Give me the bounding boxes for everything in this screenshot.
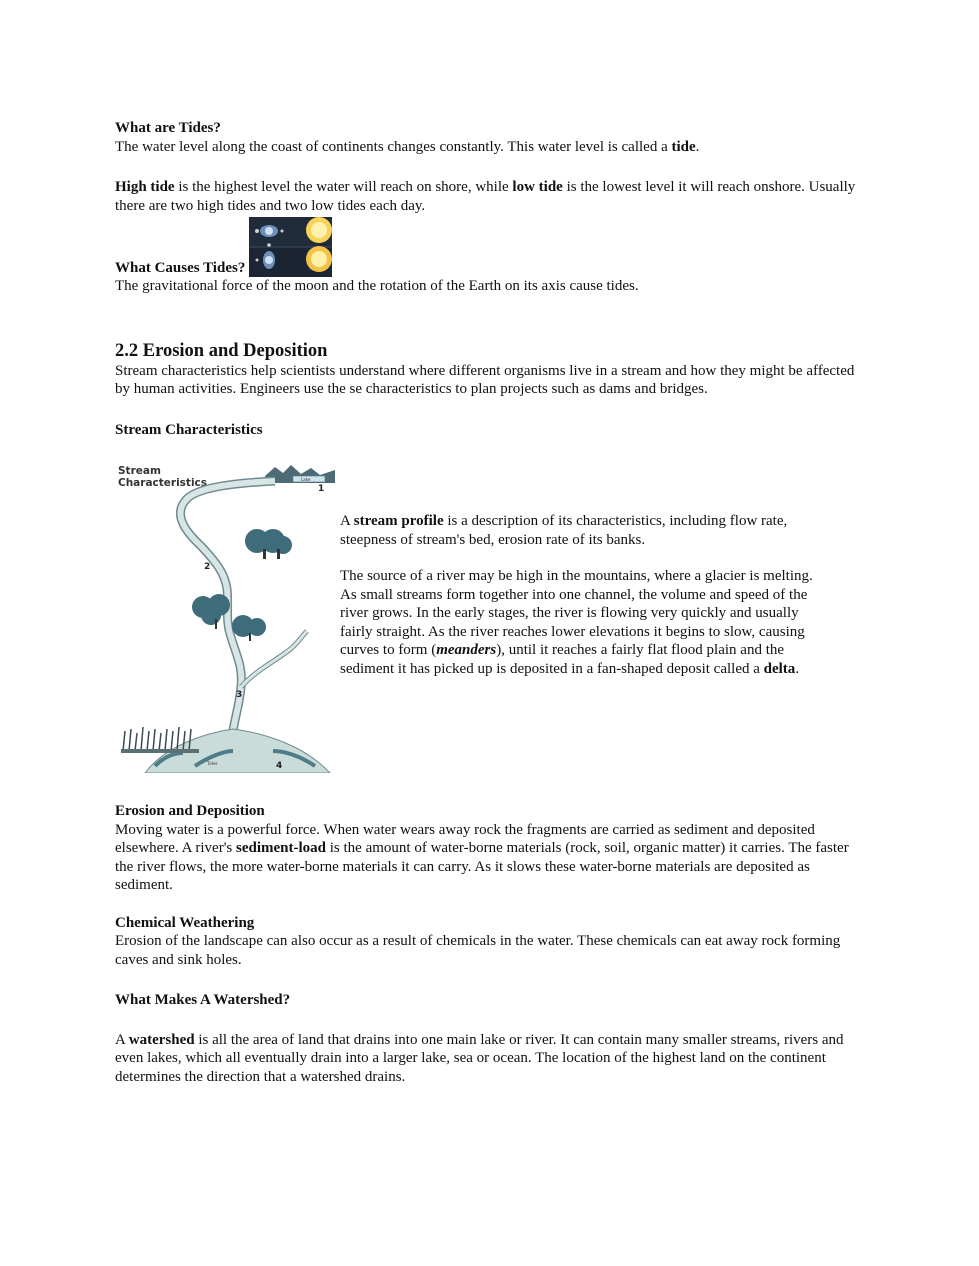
- diagram-tides-label: Tides: [207, 761, 218, 766]
- erosion-post: is the amount of water-borne materials (rock, soil, organic matter) it carries. The faster the river flows, the more water-borne materials it can carry. As it slows these water-borne materials are deposited as sediment.: [115, 840, 849, 893]
- meanders-term: meanders: [436, 642, 497, 658]
- river-source-end: .: [795, 660, 800, 677]
- diagram-label-2: 2: [204, 562, 211, 572]
- watershed-post: is all the area of land that drains into one main lake or river. It can contain many smaller streams, rivers and even lakes, which all eventually drain into a larger lake, sea or ocean. The location of the highest land on the continent determines the direction that a watershed drains.: [115, 1031, 844, 1085]
- watershed-pre: A: [115, 1031, 129, 1048]
- moon-earth-tide-image: [249, 217, 332, 277]
- watershed-term: watershed: [128, 1031, 195, 1048]
- watershed-heading: What Makes A Watershed?: [115, 992, 291, 1008]
- river-source-text: The source of a river may be high in the mountains, where a glacier is melting. As small streams form together into one channel, the volume and speed of the river grows. In the early stages, the river is flowing very quickly and usually fairly straight. As the river reaches lower elevations it begins to slow, causing curves to form (: [340, 568, 813, 658]
- stream-characteristics-diagram: [115, 461, 337, 773]
- diagram-label-1: 1: [318, 484, 325, 494]
- tides-intro-text: The water level along the coast of continents changes constantly. This water level is called a: [115, 138, 672, 155]
- tides-causes-text: The gravitational force of the moon and the rotation of the Earth on its axis cause tides.: [115, 278, 639, 294]
- diagram-title-line-1: Stream: [118, 465, 161, 477]
- tides-heading: What are Tides?: [115, 120, 221, 136]
- diagram-label-3: 3: [236, 690, 243, 700]
- stream-profile-post: is a description of its characteristics, including flow rate, steepness of stream's bed, erosion rate of its banks.: [340, 513, 788, 548]
- diagram-label-4: 4: [276, 761, 283, 771]
- tides-causes-row: [115, 217, 865, 277]
- high-low-tide-paragraph: [115, 178, 865, 215]
- chemical-weathering-heading: Chemical Weathering: [115, 914, 255, 931]
- erosion-pre: Moving water is a powerful force. When water wears away rock the fragments are carried as sediment and deposited elsewhere. A river's: [115, 821, 815, 856]
- diagram-lake-label: Lake: [301, 477, 311, 482]
- watershed-paragraph: [115, 1031, 865, 1087]
- stream-profile-term: stream profile: [353, 513, 444, 529]
- stream-profile-text: [340, 512, 818, 678]
- tide-term: tide: [671, 138, 696, 155]
- river-source-mid: ), until it reaches a fairly flat flood plain and the sediment it has picked up is deposited in a fan-shaped deposit called a: [340, 642, 785, 677]
- stream-profile-block: [115, 461, 865, 773]
- section-title: 2.2 Erosion and Deposition: [115, 340, 328, 361]
- document-page: [115, 119, 865, 1086]
- low-tide-term: low tide: [512, 179, 563, 195]
- sediment-load-term: sediment-load: [236, 840, 326, 856]
- stream-profile-paragraph: [340, 512, 818, 549]
- high-tide-text: is the highest level the water will reach on shore, while: [174, 179, 513, 195]
- diagram-title-line-2: Characteristics: [118, 477, 208, 489]
- tides-intro: [115, 138, 865, 157]
- river-source-paragraph: [340, 567, 818, 678]
- stream-profile-pre: A: [340, 513, 354, 529]
- erosion-heading: Erosion and Deposition: [115, 803, 265, 819]
- chemical-weathering-text: Erosion of the landscape can also occur as a result of chemicals in the water. These chemicals can eat away rock forming caves and sink holes.: [115, 933, 841, 968]
- tides-intro-end: .: [695, 138, 700, 155]
- low-tide-text: is the lowest level it will reach onshore. Usually there are two high tides and two low tides each day.: [115, 179, 856, 214]
- tides-causes-heading: What Causes Tides?: [115, 259, 246, 276]
- section-intro: Stream characteristics help scientists understand where different organisms live in a stream and how they might be affected by human activities. Engineers use the se characteristics to plan projects such as dams and bridges.: [115, 362, 855, 397]
- delta-term: delta: [763, 660, 796, 677]
- high-tide-term: High tide: [115, 179, 175, 195]
- stream-characteristics-heading: Stream Characteristics: [115, 421, 263, 438]
- erosion-paragraph: [115, 821, 865, 895]
